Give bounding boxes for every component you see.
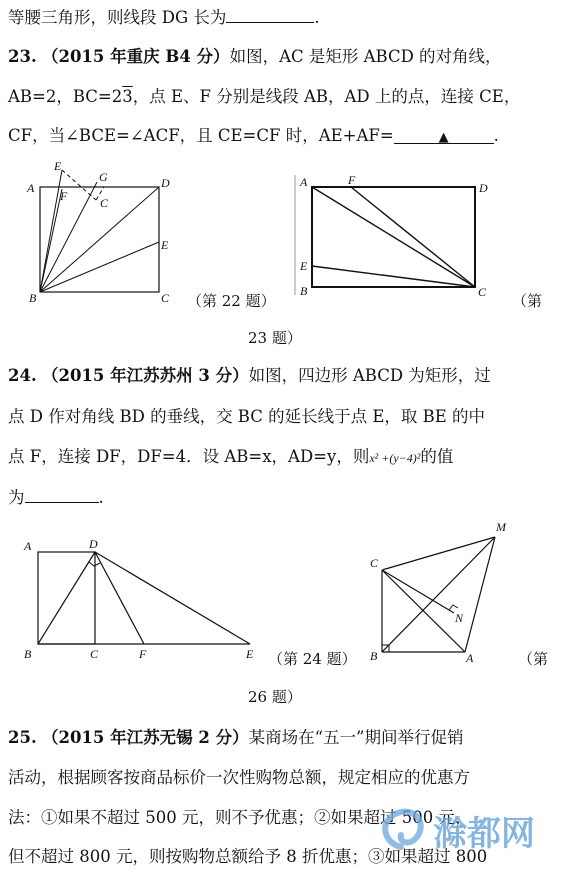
label-a: A	[466, 651, 474, 665]
watermark-logo	[371, 797, 551, 871]
label-g: G	[99, 170, 108, 184]
q25-line-1: 25. （2015 年江苏无锡 2 分）某商场在“五一”期间举行促销	[8, 728, 464, 747]
figure-26	[362, 515, 512, 665]
label-f: F	[139, 647, 147, 661]
label-f: F	[60, 189, 68, 203]
label-f: F	[348, 173, 356, 187]
label-d: D	[89, 537, 98, 551]
label-c-prime: C	[100, 196, 109, 210]
label-m: M	[496, 520, 506, 534]
fig24-caption: （第 24 题）	[268, 650, 357, 668]
label-d: D	[479, 181, 488, 195]
figure-22	[20, 160, 190, 305]
figure-24	[18, 530, 268, 665]
label-a: A	[300, 175, 308, 189]
label-b: B	[300, 284, 308, 298]
label-a: A	[27, 181, 35, 195]
q23-line-3: CF，当∠BCE=∠ACF，且 CE=CF 时，AE+AF= ▲ .	[8, 126, 499, 145]
q24-line-3: 点 F，连接 DF，DF=4．设 AB=x，AD=y，则x² +(y−4)²的值	[8, 447, 454, 466]
q25-line-3: 法：①如果不超过 500 元，则不予优惠；②如果超过 500 元，	[8, 808, 472, 827]
label-b: B	[29, 291, 37, 305]
fig23-caption-a: （第	[512, 292, 543, 310]
q24-line-1: 24. （2015 年江苏苏州 3 分）如图，四边形 ABCD 为矩形，过	[8, 366, 491, 385]
q25-line-2: 活动，根据顾客按商品标价一次性购物总额，规定相应的优惠方	[8, 768, 470, 787]
label-e: E	[300, 259, 308, 273]
label-c: C	[370, 556, 379, 570]
label-b: B	[24, 647, 32, 661]
fig22-caption: （第 22 题）	[187, 292, 276, 310]
label-c: C	[478, 285, 487, 299]
label-b: B	[370, 649, 378, 663]
q25-line-4: 但不超过 800 元，则按购物总额给予 8 折优惠；③如果超过 800	[8, 847, 488, 866]
q22-tail: 等腰三角形，则线段 DG 长为 .	[8, 8, 320, 27]
logo-icon	[371, 797, 551, 867]
q23-line-1: 23. （2015 年重庆 B4 分）如图，AC 是矩形 ABCD 的对角线，	[8, 47, 502, 66]
q24-line-4: 为 .	[8, 488, 104, 507]
label-e: E	[246, 647, 254, 661]
label-n: N	[455, 611, 464, 625]
label-c: C	[90, 647, 99, 661]
fig23-caption-b: 23 题）	[248, 329, 302, 347]
fig26-caption-a: （第	[518, 650, 549, 668]
label-a: A	[24, 539, 32, 553]
label-d: D	[161, 176, 170, 190]
label-e-prime: E	[54, 160, 62, 173]
fig26-caption-b: 26 题）	[248, 688, 302, 706]
answer-blank	[25, 486, 99, 503]
label-e: E	[161, 238, 169, 252]
figure-23	[292, 170, 492, 300]
q24-line-2: 点 D 作对角线 BD 的垂线，交 BC 的延长线于点 E，取 BE 的中	[8, 407, 486, 426]
q23-line-2: AB=2，BC=23，点 E、F 分别是线段 AB，AD 上的点，连接 CE，	[8, 87, 521, 106]
answer-blank	[226, 6, 314, 23]
label-c: C	[161, 291, 170, 305]
svg-text:滁都网: 滁都网	[433, 814, 535, 854]
answer-blank: ▲	[394, 127, 494, 144]
